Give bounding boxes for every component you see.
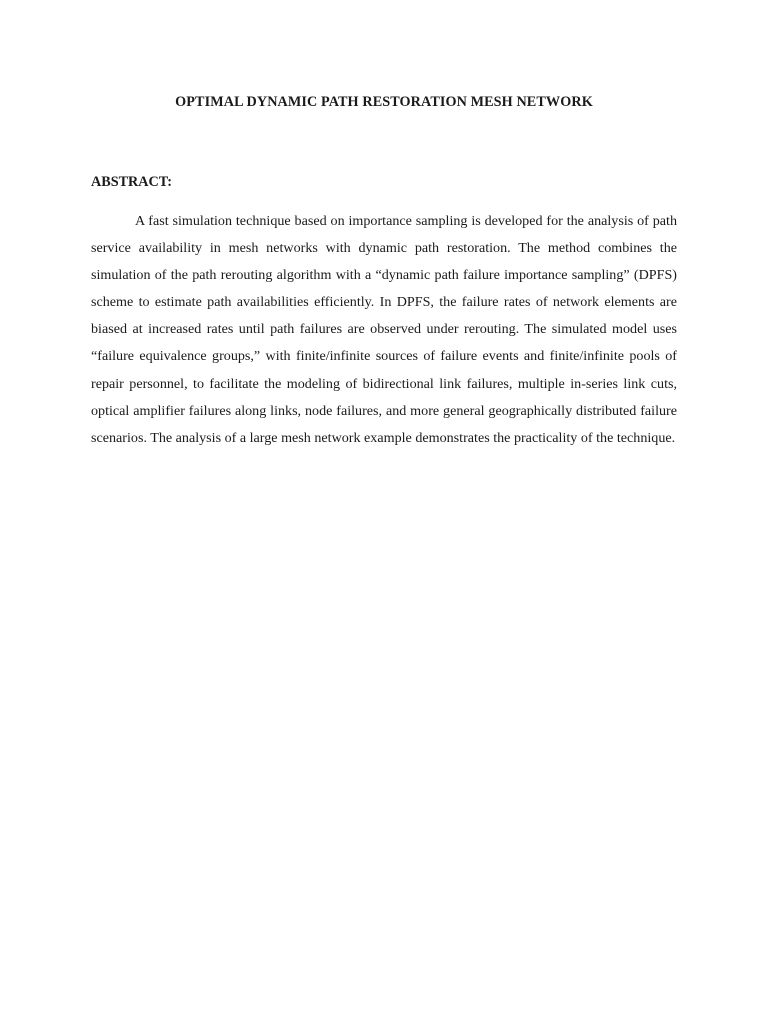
abstract-heading: ABSTRACT: — [91, 174, 172, 190]
document-title: OPTIMAL DYNAMIC PATH RESTORATION MESH NETWORK — [175, 94, 593, 110]
abstract-paragraph: A fast simulation technique based on importance sampling is developed for the analysis of path service availability in mesh networks with dynamic path restoration. The method combines the simulation of the path rerouting algorithm with a “dynamic path failure importance sampling” (DPFS) scheme to estimate path availabilities efficiently. In DPFS, the failure rates of network elements are biased at increased rates until path failures are observed under rerouting. The simulated model uses “failure equivalence groups,” with finite/infinite sources of failure events and finite/infinite pools of repair personnel, to facilitate the modeling of bidirectional link failures, multiple in-series link cuts, optical amplifier failures along links, node failures, and more general geographically distributed failure scenarios. The analysis of a large mesh network example demonstrates the practicality of the technique. — [91, 213, 677, 446]
